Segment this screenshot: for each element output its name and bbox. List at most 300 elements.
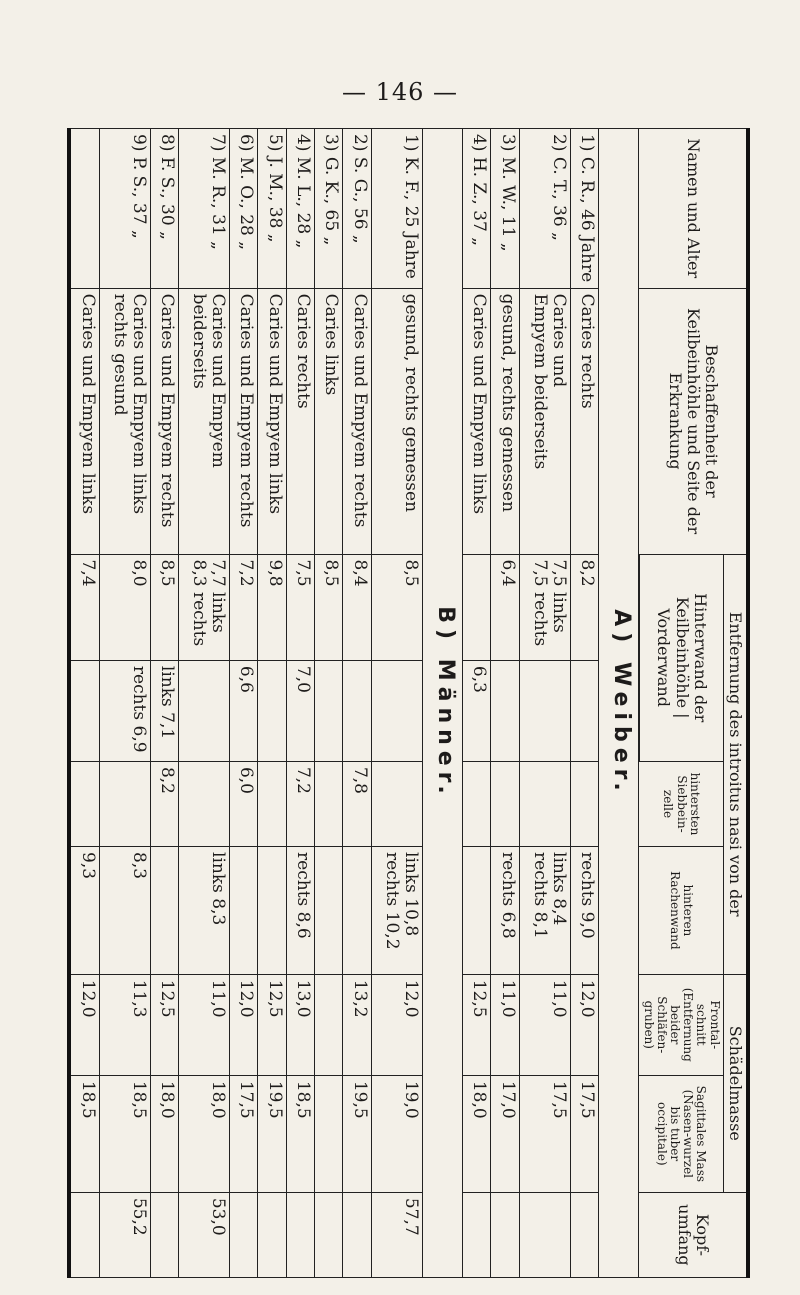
cell-line: [469, 852, 488, 969]
cell-head: [99, 1192, 150, 1277]
cell-line: [78, 134, 97, 283]
cell-pharynx: [314, 847, 342, 975]
cell-head: [286, 1192, 314, 1277]
cell-line: 17,5: [548, 1080, 569, 1119]
cell-line: 8,2: [576, 559, 597, 587]
cell-rear: [314, 554, 342, 660]
cell-line: links 10,8: [400, 852, 421, 937]
cell-line: 8,5: [400, 559, 421, 587]
cell-ethmoid: [371, 761, 422, 846]
cell-line: [401, 666, 420, 756]
cell-line: 8,3: [128, 852, 149, 880]
cell-line: [78, 767, 97, 841]
cell-rear: [69, 554, 99, 660]
cell-line: [530, 1081, 549, 1187]
cell-line: [110, 980, 129, 1070]
cell-condition: [343, 288, 371, 554]
cell-name: [570, 129, 598, 289]
cell-name: [519, 129, 570, 289]
cell-frontal: [371, 974, 422, 1075]
cell-frontal: [99, 974, 150, 1075]
cell-line: Caries und Empyem rechts: [157, 293, 178, 528]
cell-front: [179, 660, 230, 761]
cell-front: [570, 660, 598, 761]
cell-line: 2) S. G., 56 „: [349, 134, 370, 244]
cell-line: 4) M. L., 28 „: [292, 134, 313, 249]
cell-line: [530, 1198, 549, 1272]
cell-line: 13,0: [292, 979, 313, 1018]
cell-front: [491, 660, 519, 761]
cell-rear: [570, 554, 598, 660]
cell-pharynx: [229, 847, 257, 975]
cell-condition: [258, 288, 286, 554]
cell-line: Caries rechts: [292, 293, 313, 409]
cell-line: 53,0: [207, 1197, 228, 1236]
cell-line: gesund, rechts gemessen: [497, 293, 518, 513]
cell-frontal: [463, 974, 491, 1075]
cell-condition: [99, 288, 150, 554]
cell-line: 18,0: [469, 1080, 490, 1119]
cell-pharynx: [69, 847, 99, 975]
cell-line: 5) J. M., 38 „: [264, 134, 285, 243]
cell-line: 19,5: [349, 1080, 370, 1119]
cell-line: [549, 767, 568, 841]
cell-condition: [179, 288, 230, 554]
cell-line: 6,6: [236, 665, 257, 693]
cell-name: [69, 129, 99, 289]
cell-line: 11,0: [548, 979, 569, 1018]
header-pharynx: hinteren Rachenwand: [639, 847, 723, 975]
cell-line: 7,5 rechts: [529, 559, 550, 647]
cell-line: [189, 852, 208, 969]
cell-ethmoid: [491, 761, 519, 846]
cell-name: [179, 129, 230, 289]
cell-frontal: [570, 974, 598, 1075]
cell-frontal: [150, 974, 178, 1075]
cell-line: 17,5: [576, 1080, 597, 1119]
cell-ethmoid: [258, 761, 286, 846]
cell-sagittal: [519, 1075, 570, 1192]
cell-line: 7,2: [292, 766, 313, 794]
cell-line: 8,5: [321, 559, 342, 587]
cell-frontal: [519, 974, 570, 1075]
cell-front: [463, 660, 491, 761]
cell-name: [286, 129, 314, 289]
cell-line: [530, 666, 549, 756]
cell-line: [110, 1198, 129, 1272]
cell-line: Empyem beiderseits: [529, 293, 550, 470]
cell-line: [469, 1198, 488, 1272]
cell-line: [110, 560, 129, 655]
cell-rear: [463, 554, 491, 660]
cell-condition: [150, 288, 178, 554]
cell-pharynx: [150, 847, 178, 975]
cell-condition: [286, 288, 314, 554]
cell-ethmoid: [229, 761, 257, 846]
cell-line: Caries und Empyem rechts: [236, 293, 257, 528]
cell-line: 11,0: [207, 979, 228, 1018]
cell-condition: [570, 288, 598, 554]
cell-line: [208, 767, 227, 841]
cell-line: 12,5: [264, 979, 285, 1018]
cell-line: [157, 1198, 176, 1272]
cell-line: [110, 767, 129, 841]
cell-line: 18,5: [77, 1080, 98, 1119]
cell-ethmoid: [343, 761, 371, 846]
cell-line: [382, 1081, 401, 1187]
cell-line: rechts 9,0: [576, 852, 597, 939]
cell-condition: [491, 288, 519, 554]
header-distance-group: Entfernung des introitus nasi von der: [723, 554, 748, 974]
cell-line: 6,0: [236, 766, 257, 794]
header-sagittal: Sagittales Mass (Nasen-wurzel bis tuber occipitale): [639, 1075, 723, 1192]
cell-line: Caries links: [321, 293, 342, 396]
cell-condition: [519, 288, 570, 554]
cell-front: [99, 660, 150, 761]
cell-head: [343, 1192, 371, 1277]
cell-line: 9,8: [264, 559, 285, 587]
cell-line: 7,0: [292, 665, 313, 693]
cell-line: Caries und Empyem links: [469, 293, 490, 515]
cell-rear: [229, 554, 257, 660]
cell-condition: [229, 288, 257, 554]
page-number: — 146 —: [341, 78, 459, 106]
cell-rear: [491, 554, 519, 660]
cell-head: [519, 1192, 570, 1277]
cell-line: [189, 767, 208, 841]
cell-condition: [69, 288, 99, 554]
cell-condition: [463, 288, 491, 554]
section-row: [422, 129, 463, 1278]
measurement-table: [67, 128, 750, 1278]
cell-line: rechts 8,6: [292, 852, 313, 939]
cell-line: [549, 666, 568, 756]
cell-line: Caries rechts: [576, 293, 597, 409]
cell-line: links 7,1: [157, 665, 178, 740]
cell-line: 9) P. S., 37 „: [128, 134, 149, 239]
cell-line: [265, 666, 284, 756]
cell-line: 8) F. S., 30 „: [157, 134, 178, 240]
cell-ethmoid: [150, 761, 178, 846]
cell-line: 7) M. R., 31 „: [207, 134, 228, 250]
cell-line: 9,3: [77, 852, 98, 880]
cell-line: 12,0: [77, 979, 98, 1018]
cell-name: [229, 129, 257, 289]
cell-line: [293, 1198, 312, 1272]
table-row: [286, 129, 314, 1278]
table-row: [491, 129, 519, 1278]
cell-head: [69, 1192, 99, 1277]
cell-pharynx: [286, 847, 314, 975]
cell-line: rechts 10,2: [381, 852, 402, 950]
cell-line: 6,4: [497, 559, 518, 587]
cell-line: rechts gesund: [109, 293, 130, 416]
cell-rear: [258, 554, 286, 660]
cell-pharynx: [179, 847, 230, 975]
cell-line: [321, 666, 340, 756]
cell-front: [343, 660, 371, 761]
cell-line: 17,0: [497, 1080, 518, 1119]
cell-line: 11,0: [497, 979, 518, 1018]
cell-line: Caries und Empyem links: [77, 293, 98, 515]
cell-line: 8,4: [349, 559, 370, 587]
cell-line: 57,7: [400, 1197, 421, 1236]
cell-line: 18,5: [292, 1080, 313, 1119]
cell-head: [258, 1192, 286, 1277]
cell-line: Caries und Empyem: [207, 293, 228, 468]
cell-line: [189, 1198, 208, 1272]
cell-line: gesund, rechts gemessen: [400, 293, 421, 513]
cell-head: [371, 1192, 422, 1277]
cell-front: [150, 660, 178, 761]
cell-line: [189, 980, 208, 1070]
cell-line: [382, 1198, 401, 1272]
cell-line: [577, 767, 596, 841]
cell-sagittal: [99, 1075, 150, 1192]
table-row: [258, 129, 286, 1278]
cell-front: [519, 660, 570, 761]
cell-line: [321, 1198, 340, 1272]
cell-line: [189, 1081, 208, 1187]
cell-ethmoid: [314, 761, 342, 846]
cell-frontal: [491, 974, 519, 1075]
cell-line: [110, 666, 129, 756]
cell-line: [129, 767, 148, 841]
cell-front: [286, 660, 314, 761]
cell-line: [236, 852, 255, 969]
cell-line: links 8,3: [207, 852, 228, 926]
cell-line: 7,8: [349, 766, 370, 794]
cell-line: [469, 560, 488, 655]
cell-condition: [314, 288, 342, 554]
cell-front: [258, 660, 286, 761]
cell-line: 11,3: [128, 979, 149, 1018]
cell-line: 18,5: [128, 1080, 149, 1119]
cell-rear: [371, 554, 422, 660]
table-row: [99, 129, 150, 1278]
cell-sagittal: [343, 1075, 371, 1192]
header-condition: Beschaffenheit der Keilbeinhöhle und Seite der Erkrankung: [639, 288, 748, 554]
cell-line: 12,0: [400, 979, 421, 1018]
cell-head: [229, 1192, 257, 1277]
cell-frontal: [286, 974, 314, 1075]
cell-line: beiderseits: [188, 293, 209, 389]
cell-pharynx: [519, 847, 570, 975]
cell-ethmoid: [179, 761, 230, 846]
header-rear-wall: Hinterwand der Keilbeinhöhle: [672, 593, 711, 723]
cell-line: [321, 1081, 340, 1187]
cell-line: [382, 980, 401, 1070]
cell-line: 8,3 rechts: [188, 559, 209, 647]
cell-line: [78, 666, 97, 756]
cell-line: [498, 1198, 517, 1272]
cell-line: [469, 767, 488, 841]
cell-sagittal: [371, 1075, 422, 1192]
rotated-table-container: [77, 128, 750, 1278]
cell-line: [401, 767, 420, 841]
header-skull-group: Schädelmasse: [723, 974, 748, 1192]
header-frontal: Frontal-schnitt (Entfernung beider Schläfen-gruben): [639, 974, 723, 1075]
cell-ethmoid: [519, 761, 570, 846]
cell-line: [265, 1198, 284, 1272]
cell-line: [265, 852, 284, 969]
cell-ethmoid: [69, 761, 99, 846]
header-ethmoid: hintersten Siebbein-zelle: [639, 761, 723, 846]
cell-line: 8,2: [157, 766, 178, 794]
cell-head: [570, 1192, 598, 1277]
cell-line: [321, 767, 340, 841]
cell-name: [371, 129, 422, 289]
cell-line: Caries und Empyem rechts: [349, 293, 370, 528]
cell-pharynx: [371, 847, 422, 975]
cell-ethmoid: [286, 761, 314, 846]
cell-frontal: [258, 974, 286, 1075]
table-row: [570, 129, 598, 1278]
cell-sagittal: [179, 1075, 230, 1192]
cell-pharynx: [491, 847, 519, 975]
cell-ethmoid: [99, 761, 150, 846]
cell-frontal: [314, 974, 342, 1075]
cell-sagittal: [286, 1075, 314, 1192]
cell-name: [150, 129, 178, 289]
cell-front: [69, 660, 99, 761]
cell-line: [110, 1081, 129, 1187]
cell-line: links 8,4: [548, 852, 569, 926]
cell-line: [208, 666, 227, 756]
cell-sagittal: [463, 1075, 491, 1192]
cell-head: [491, 1192, 519, 1277]
cell-line: [350, 666, 369, 756]
cell-rear: [99, 554, 150, 660]
table-row: [463, 129, 491, 1278]
cell-line: [530, 980, 549, 1070]
cell-line: 18,0: [157, 1080, 178, 1119]
cell-line: 18,0: [207, 1080, 228, 1119]
table-row: [229, 129, 257, 1278]
cell-line: 6,3: [469, 665, 490, 693]
cell-sagittal: [150, 1075, 178, 1192]
cell-line: [236, 1198, 255, 1272]
cell-line: 7,5 links: [548, 559, 569, 633]
cell-ethmoid: [463, 761, 491, 846]
header-front-wall: Vorderwand: [654, 608, 674, 707]
cell-head: [179, 1192, 230, 1277]
cell-line: [321, 852, 340, 969]
cell-line: 12,0: [236, 979, 257, 1018]
header-rear-front-wall: Hinterwand der Keilbeinhöhle | Vorderwand: [640, 554, 723, 761]
cell-line: [498, 666, 517, 756]
table-row: [69, 129, 99, 1278]
cell-sagittal: [314, 1075, 342, 1192]
cell-line: 8,0: [128, 559, 149, 587]
table-body: [69, 129, 639, 1278]
cell-line: 19,0: [400, 1080, 421, 1119]
table-row: [371, 129, 422, 1278]
cell-frontal: [229, 974, 257, 1075]
cell-front: [371, 660, 422, 761]
cell-name: [463, 129, 491, 289]
cell-line: 7,4: [77, 559, 98, 587]
cell-rear: [150, 554, 178, 660]
cell-line: 1) K. F., 25 Jahre: [400, 134, 421, 279]
cell-line: [110, 852, 129, 969]
cell-line: Caries und Empyem links: [264, 293, 285, 515]
cell-name: [343, 129, 371, 289]
cell-frontal: [69, 974, 99, 1075]
cell-line: 1) C. R., 46 Jahre: [576, 134, 597, 283]
cell-line: [498, 767, 517, 841]
cell-line: 3) M. W., 11 „: [497, 134, 518, 252]
cell-name: [314, 129, 342, 289]
cell-sagittal: [570, 1075, 598, 1192]
cell-line: [157, 852, 176, 969]
cell-line: Caries und: [548, 293, 569, 388]
cell-pharynx: [570, 847, 598, 975]
cell-pharynx: [99, 847, 150, 975]
cell-line: 6) M. O., 28 „: [236, 134, 257, 251]
cell-head: [150, 1192, 178, 1277]
cell-head: [463, 1192, 491, 1277]
cell-line: [530, 767, 549, 841]
cell-line: [321, 980, 340, 1070]
cell-front: [229, 660, 257, 761]
table-row: [519, 129, 570, 1278]
section-title: A) Weiber.: [598, 129, 639, 1278]
cell-line: 55,2: [128, 1197, 149, 1236]
cell-line: [549, 1198, 568, 1272]
cell-rear: [179, 554, 230, 660]
cell-pharynx: [343, 847, 371, 975]
cell-line: [189, 666, 208, 756]
cell-sagittal: [229, 1075, 257, 1192]
cell-line: 12,0: [576, 979, 597, 1018]
cell-pharynx: [463, 847, 491, 975]
cell-line: rechts 6,9: [128, 665, 149, 753]
cell-line: [577, 1198, 596, 1272]
section-title: B) Männer.: [422, 129, 463, 1278]
cell-name: [99, 129, 150, 289]
table-row: [150, 129, 178, 1278]
cell-line: [265, 767, 284, 841]
cell-line: 19,5: [264, 1080, 285, 1119]
cell-front: [314, 660, 342, 761]
cell-line: [577, 666, 596, 756]
cell-name: [491, 129, 519, 289]
cell-line: [350, 1198, 369, 1272]
cell-line: Caries und Empyem links: [128, 293, 149, 515]
cell-ethmoid: [570, 761, 598, 846]
cell-line: 3) G. K., 65 „: [321, 134, 342, 246]
header-head-circumference: Kopf-umfang: [639, 1192, 748, 1277]
cell-line: rechts 8,1: [529, 852, 550, 939]
cell-pharynx: [258, 847, 286, 975]
cell-line: [350, 852, 369, 969]
cell-rear: [343, 554, 371, 660]
cell-line: 2) C. T., 36 „: [548, 134, 569, 241]
cell-rear: [286, 554, 314, 660]
cell-line: 7,2: [236, 559, 257, 587]
cell-line: 12,5: [157, 979, 178, 1018]
table-row: [343, 129, 371, 1278]
table-row: [314, 129, 342, 1278]
cell-sagittal: [69, 1075, 99, 1192]
cell-sagittal: [258, 1075, 286, 1192]
cell-line: [78, 1198, 97, 1272]
cell-sagittal: [491, 1075, 519, 1192]
table-row: [179, 129, 230, 1278]
cell-line: 7,5: [292, 559, 313, 587]
cell-frontal: [179, 974, 230, 1075]
